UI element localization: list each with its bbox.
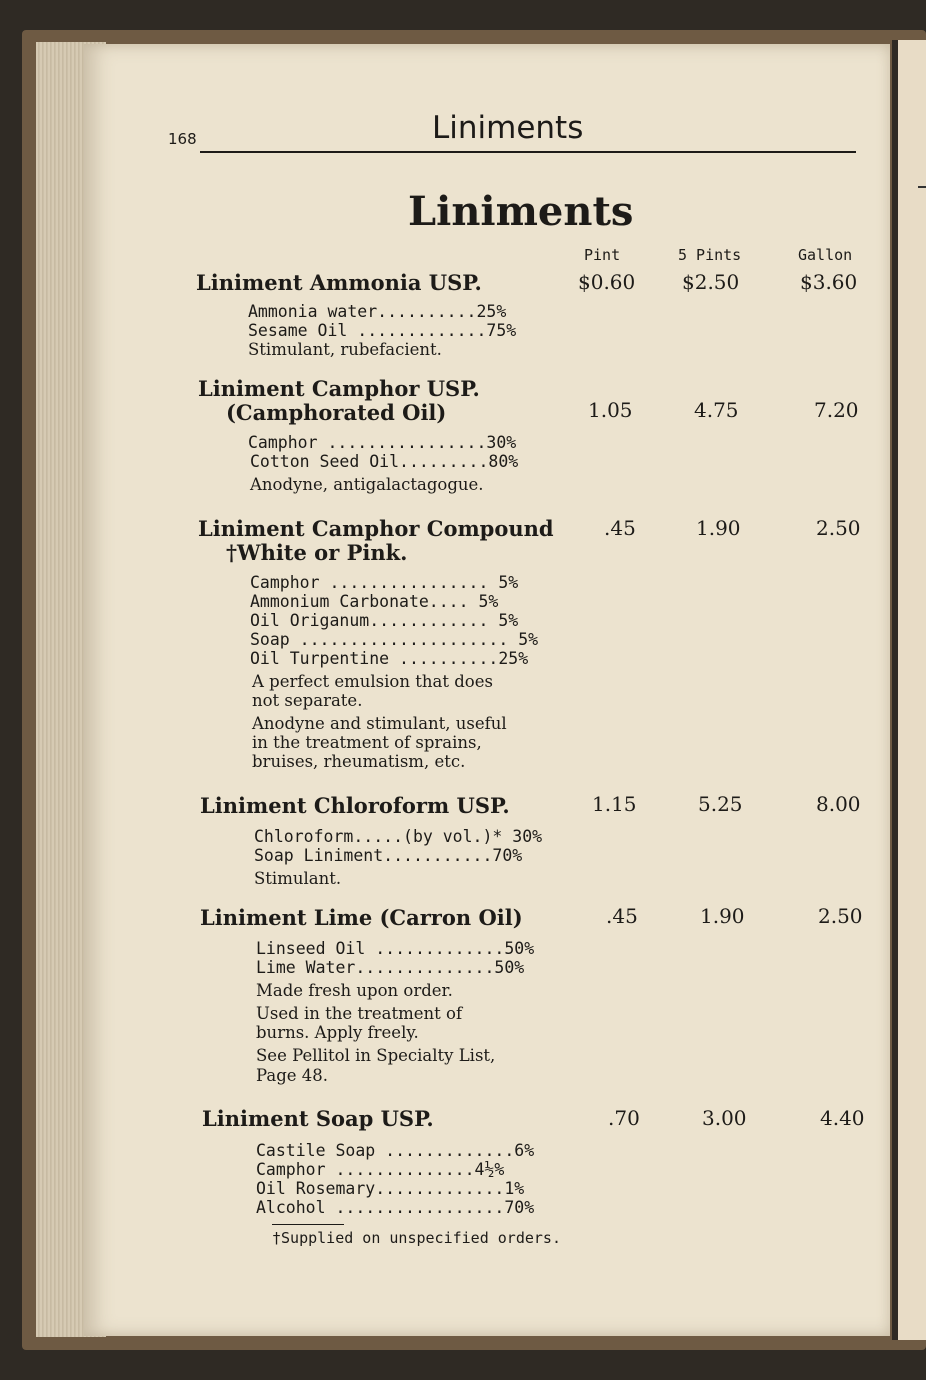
price-gallon: 2.50 [816, 516, 861, 540]
footnote-rule [272, 1224, 344, 1225]
ingredient-line: Camphor ................ 5% [250, 573, 519, 592]
ingredient-line: Oil Origanum............ 5% [250, 611, 519, 630]
price-pint: 1.15 [592, 792, 637, 816]
entry-name-subtitle: (Camphorated Oil) [226, 400, 447, 425]
entry-note: in the treatment of sprains, [252, 733, 482, 752]
entry-name: Liniment Soap USP. [202, 1106, 434, 1131]
price-gallon: $3.60 [800, 270, 858, 294]
price-gallon: 4.40 [820, 1106, 865, 1130]
column-header-gallon: Gallon [798, 246, 853, 264]
entry-name-subtitle: †White or Pink. [226, 540, 408, 565]
entry-note: burns. Apply freely. [256, 1023, 419, 1042]
column-header-5-pints: 5 Pints [678, 246, 742, 264]
entry-note: not separate. [252, 691, 363, 710]
column-header-pint: Pint [584, 246, 621, 264]
ingredient-line: Chloroform.....(by vol.)* 30% [254, 827, 543, 846]
ingredient-line: Soap Liniment...........70% [254, 846, 523, 865]
price-pint: 1.05 [588, 398, 633, 422]
price-5-pints: 5.25 [698, 792, 743, 816]
price-pint: .45 [604, 516, 636, 540]
entry-note: See Pellitol in Specialty List, [256, 1046, 496, 1065]
price-gallon: 7.20 [814, 398, 859, 422]
ingredient-line: Lime Water..............50% [256, 958, 525, 977]
price-gallon: 2.50 [818, 904, 863, 928]
running-head-title: Liniments [432, 110, 584, 146]
header-rule [200, 151, 856, 153]
price-5-pints: 4.75 [694, 398, 739, 422]
facing-page-edge [892, 40, 926, 1340]
ingredient-line: Alcohol .................70% [256, 1198, 535, 1217]
entry-note: Page 48. [256, 1066, 329, 1085]
section-title: Liniments [408, 188, 634, 235]
price-5-pints: $2.50 [682, 270, 740, 294]
ingredient-line: Camphor ..............4½% [256, 1160, 505, 1179]
entry-note: Stimulant, rubefacient. [248, 340, 442, 359]
entry-note: Made fresh upon order. [256, 981, 453, 1000]
entry-name: Liniment Chloroform USP. [200, 793, 510, 818]
ingredient-line: Ammonium Carbonate.... 5% [250, 592, 499, 611]
entry-name: Liniment Ammonia USP. [196, 270, 482, 295]
entry-note: Used in the treatment of [256, 1004, 463, 1023]
ingredient-line: Cotton Seed Oil.........80% [250, 452, 519, 471]
ingredient-line: Soap ..................... 5% [250, 630, 539, 649]
footnote: †Supplied on unspecified orders. [272, 1229, 561, 1247]
ingredient-line: Linseed Oil .............50% [256, 939, 535, 958]
entry-name: Liniment Camphor USP. [198, 376, 480, 401]
entry-note: Anodyne and stimulant, useful [252, 714, 507, 733]
price-gallon: 8.00 [816, 792, 861, 816]
ingredient-line: Camphor ................30% [248, 433, 517, 452]
price-5-pints: 1.90 [700, 904, 745, 928]
entry-name: Liniment Camphor Compound [198, 516, 554, 541]
entry-name: Liniment Lime (Carron Oil) [200, 905, 523, 930]
page-number: 168 [168, 130, 197, 148]
ingredient-line: Oil Rosemary.............1% [256, 1179, 525, 1198]
entry-note: Anodyne, antigalactagogue. [250, 475, 484, 494]
ingredient-line: Oil Turpentine ..........25% [250, 649, 529, 668]
price-5-pints: 1.90 [696, 516, 741, 540]
price-pint: .70 [608, 1106, 640, 1130]
entry-note: Stimulant. [254, 869, 342, 888]
ingredient-line: Ammonia water..........25% [248, 302, 507, 321]
entry-note: A perfect emulsion that does [252, 672, 493, 691]
price-5-pints: 3.00 [702, 1106, 747, 1130]
ingredient-line: Castile Soap .............6% [256, 1141, 535, 1160]
entry-note: bruises, rheumatism, etc. [252, 752, 466, 771]
price-pint: $0.60 [578, 270, 636, 294]
ingredient-line: Sesame Oil .............75% [248, 321, 517, 340]
price-pint: .45 [606, 904, 638, 928]
